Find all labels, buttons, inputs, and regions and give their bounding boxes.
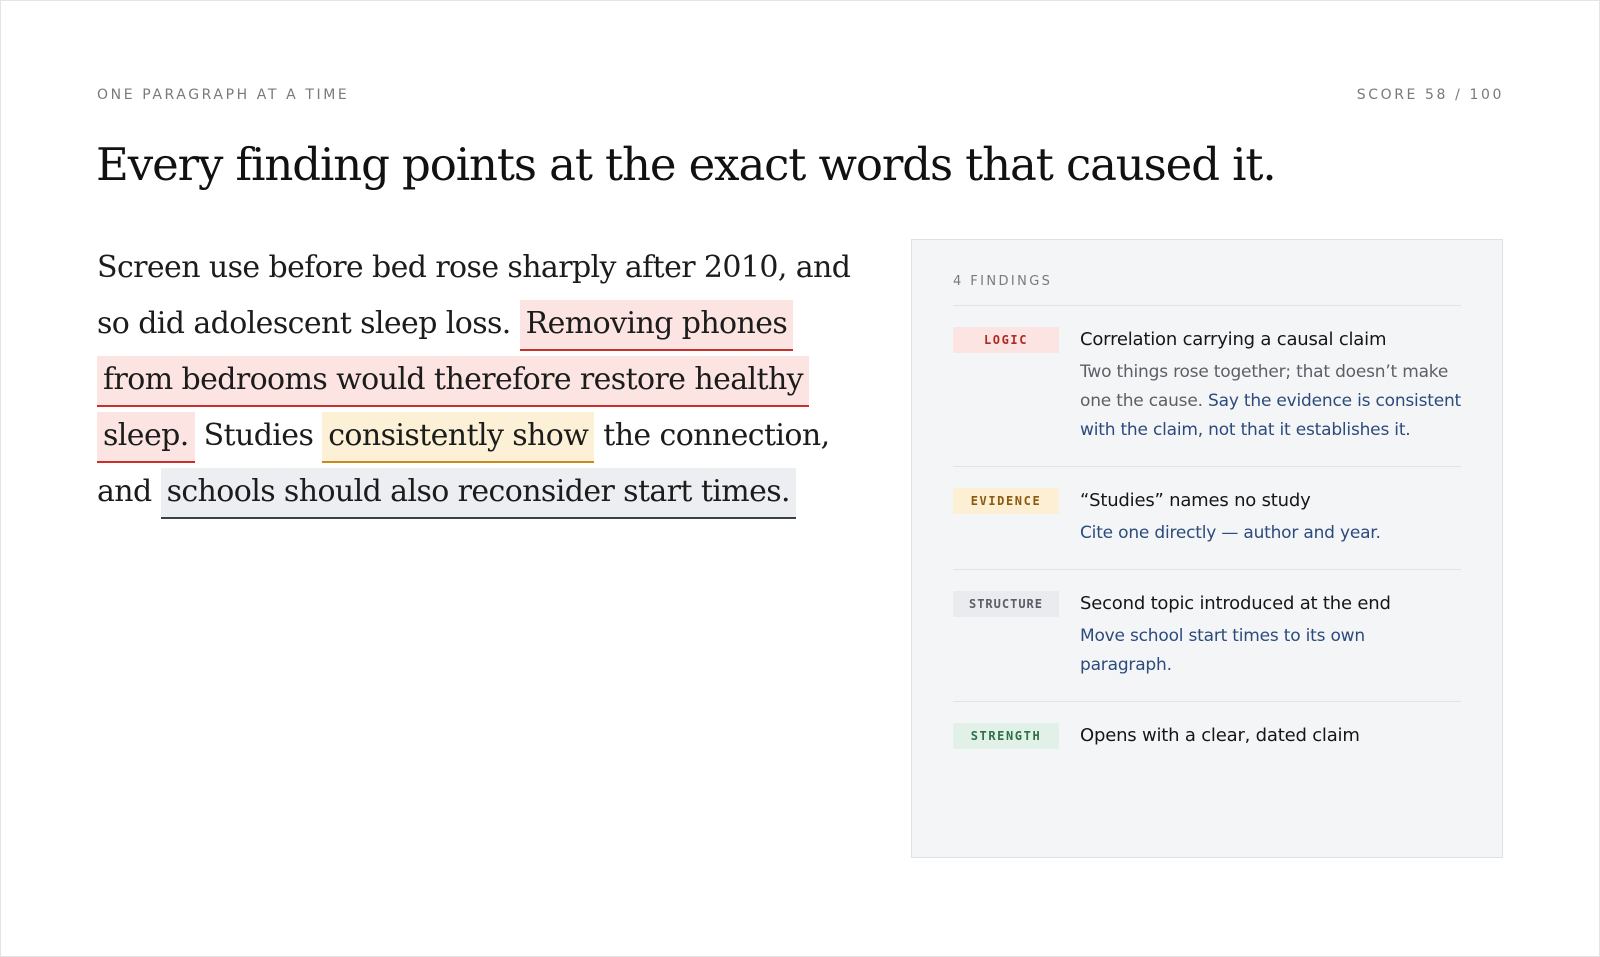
finding-suggestion: Cite one directly — author and year. (1080, 523, 1381, 543)
finding-title: Second topic introduced at the end (1080, 593, 1391, 614)
highlight-evidence[interactable]: consistently show (322, 412, 594, 463)
finding-detail: Two things rose together; that doesn’t make one the cause. (1080, 362, 1449, 411)
findings-count: 4 FINDINGS (953, 274, 1053, 289)
finding-body (1080, 591, 1461, 680)
finding-text (1080, 622, 1461, 680)
paragraph-text: Screen use before bed rose sharply after 2010, and so did adolescent sleep loss. (97, 250, 851, 341)
highlight-logic[interactable]: Removing phones from bedrooms would therefore restore healthy sleep. (97, 300, 809, 463)
finding-body (1080, 723, 1461, 749)
finding-tag-evidence: EVIDENCE (953, 488, 1059, 514)
finding-tag-structure: STRUCTURE (953, 591, 1059, 617)
finding-body (1080, 488, 1461, 548)
finding-suggestion: Move school start times to its own paragraph. (1080, 626, 1365, 675)
finding-tag-strength: STRENGTH (953, 723, 1059, 749)
section-eyebrow: ONE PARAGRAPH AT A TIME (97, 87, 350, 103)
highlight-structure[interactable]: schools should also reconsider start times. (161, 468, 796, 519)
finding-suggestion: Say the evidence is consistent with the claim, not that it establishes it. (1080, 391, 1461, 440)
finding-item-logic[interactable] (953, 305, 1461, 466)
finding-tag-logic: LOGIC (953, 327, 1059, 353)
score-readout: SCORE 58 / 100 (1356, 87, 1504, 103)
paragraph-text: Studies (203, 418, 314, 453)
findings-panel (911, 239, 1503, 858)
finding-title: Correlation carrying a causal claim (1080, 329, 1387, 350)
finding-item-structure[interactable] (953, 569, 1461, 701)
paragraph-text: the connection, and (97, 418, 830, 509)
finding-item-evidence[interactable] (953, 466, 1461, 569)
page-headline: Every finding points at the exact words that caused it. (96, 138, 1276, 191)
analyzed-paragraph (97, 240, 862, 520)
finding-text (1080, 358, 1461, 445)
finding-title: “Studies” names no study (1080, 490, 1311, 511)
finding-body (1080, 327, 1461, 445)
finding-title: Opens with a clear, dated claim (1080, 725, 1360, 746)
finding-text (1080, 519, 1461, 548)
finding-item-strength[interactable] (953, 701, 1461, 770)
